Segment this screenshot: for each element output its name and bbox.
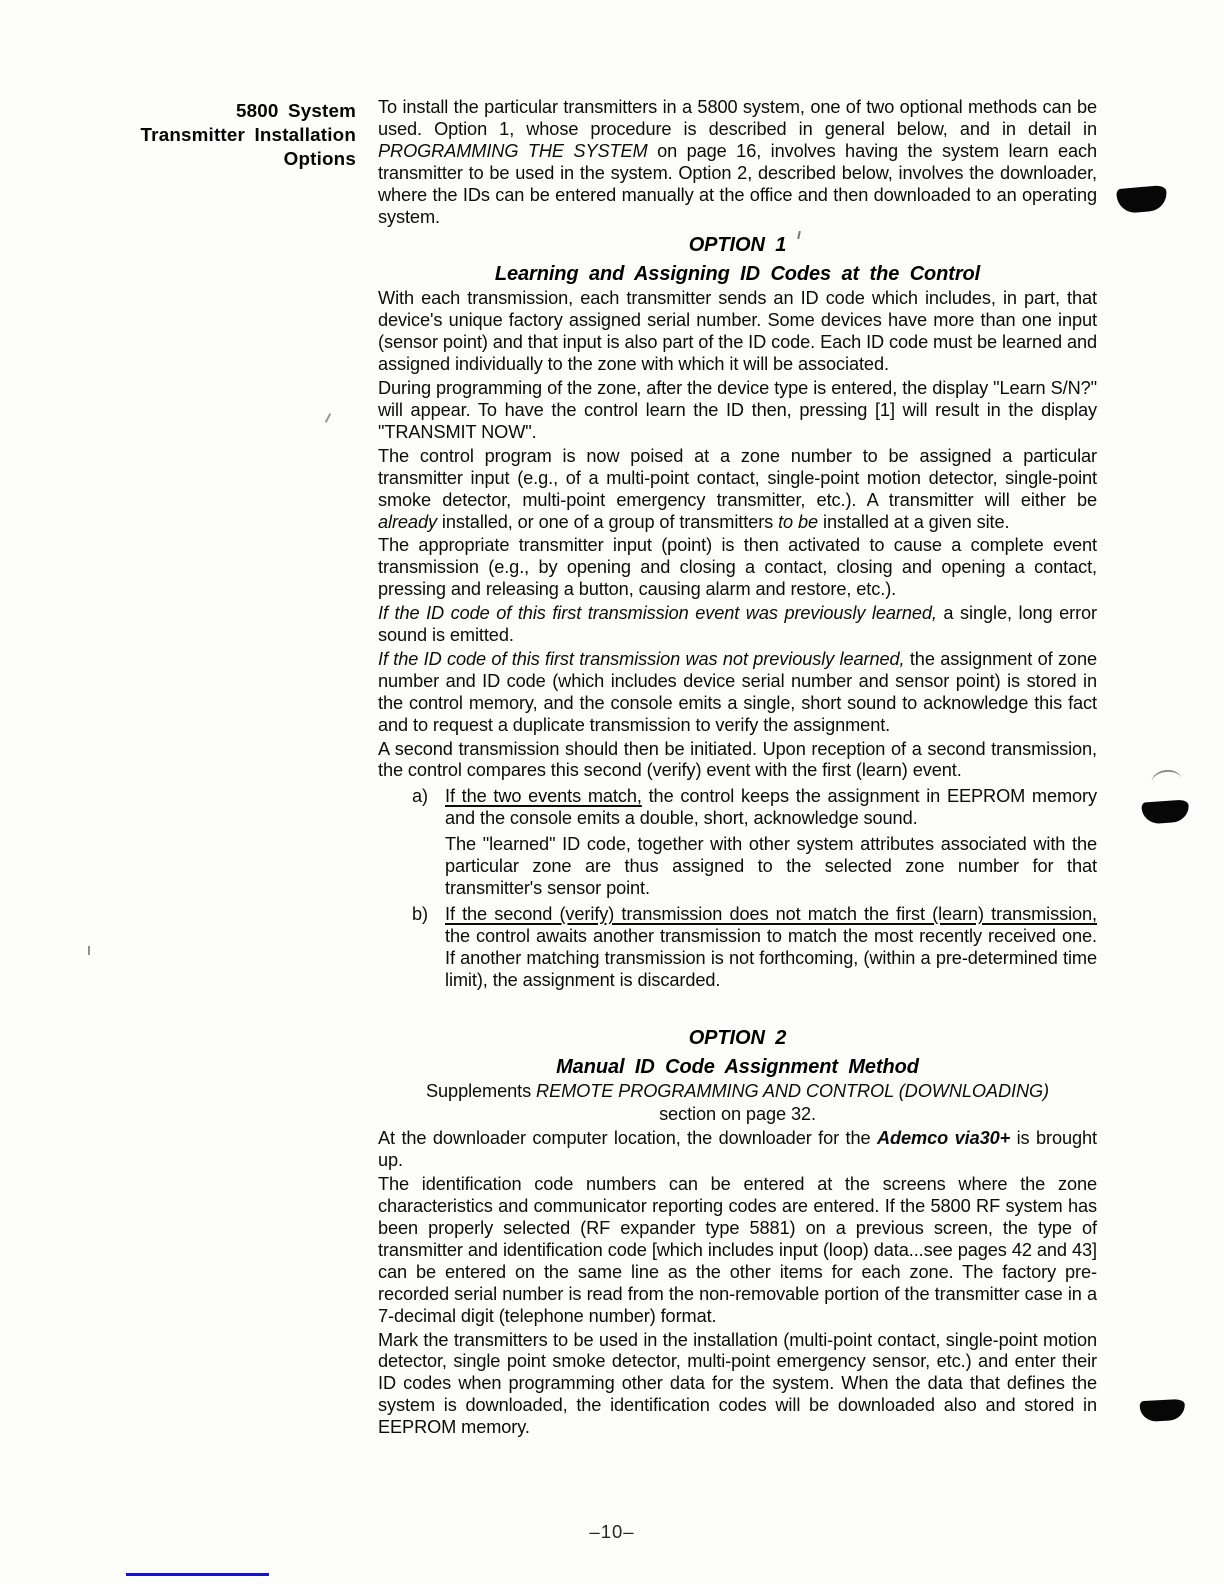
scan-artifact-page-curl-top: [1116, 185, 1168, 214]
option1-paragraph-7: A second transmission should then be initiated. Upon reception of a second transmission, the control compares this second (verify) event with the first (learn) event.: [378, 738, 1097, 781]
section-heading: [56, 99, 356, 170]
list-item-b: [378, 904, 1097, 992]
intro-paragraph: To install the particular transmitters in a 5800 system, one of two optional methods can be used. Option 1, whose procedure is described in general below, and in detail in PROGRAMMING THE SYSTEM on page 16, involves having the system learn each transmitter to be used in the system. Option 2, described below, involves the downloader, where the IDs can be entered manually at the office and then downloaded to an operating system.: [378, 97, 1097, 227]
scan-artifact-arc-middle: [1150, 768, 1181, 783]
option2-subtitle: Manual ID Code Assignment Method: [556, 1055, 919, 1078]
option1-paragraph-2: During programming of the zone, after the device type is entered, the display "Learn S/N?" will appear. To have the control learn the ID then, pressing [1] will result in the display "TRANSMIT NOW".: [378, 378, 1097, 442]
scan-artifact-page-curl-middle: [1141, 799, 1189, 824]
content-column: [378, 97, 1097, 1439]
scan-noise-dot: [88, 946, 90, 955]
option2-title: OPTION 2: [688, 1026, 787, 1049]
section-heading-line-1: 5800 System: [235, 100, 356, 121]
footer-blue-line: [126, 1573, 269, 1576]
page-number: –10–: [589, 1521, 635, 1542]
option2-paragraph-2: The identification code numbers can be entered at the screens where the zone characteristics and communicator reporting codes are entered. If the 5800 RF system has been properly selected (RF expander type 5881) on a previous screen, the type of transmitter and identification code [which includes input (loop) data...see pages 42 and 43] can be entered on the same line as the other items for each zone. The factory pre-recorded serial number is read from the non-removable portion of the transmitter case in a 7-decimal digit (telephone number) format.: [378, 1174, 1097, 1326]
option1-title: OPTION 1: [688, 234, 787, 257]
section-heading-line-3: Options: [283, 147, 356, 169]
option1-paragraph-5: If the ID code of this first transmission event was previously learned, a single, long error sound is emitted.: [378, 603, 1097, 646]
list-item-b-marker: b): [412, 903, 428, 924]
list-item-a-text: If the two events match, the control keeps the assignment in EEPROM memory and the console emits a double, short, acknowledge sound.: [445, 786, 1098, 829]
option2-supplement-line1: Supplements REMOTE PROGRAMMING AND CONTROL (DOWNLOADING): [426, 1080, 1049, 1101]
list-item-a: [378, 786, 1097, 830]
scan-artifact-page-curl-bottom: [1139, 1399, 1185, 1422]
option1-paragraph-1: With each transmission, each transmitter sends an ID code which includes, in part, that device's unique factory assigned serial number. Some devices have more than one input (sensor point) and that input is also part of the ID code. Each ID code must be learned and assigned individually to the zone with which it will be associated.: [378, 288, 1097, 375]
option1-subtitle: Learning and Assigning ID Codes at the Control: [494, 263, 981, 286]
list-item-a-continuation: The "learned" ID code, together with other system attributes associated with the particular zone are thus assigned to the selected zone number for that transmitter's sensor point.: [445, 834, 1097, 898]
option1-paragraph-6: If the ID code of this first transmission was not previously learned, the assignment of zone number and ID code (which includes device serial number and sensor point) is stored in the control memory, and the console emits a single, short sound to acknowledge this fact and to request a duplicate transmission to verify the assignment.: [378, 648, 1097, 735]
list-item-b-text: If the second (verify) transmission does not match the first (learn) transmission, the control awaits another transmission to match the most recently received one. If another matching transmission is not forthcoming, (within a pre-determined time limit), the assignment is discarded.: [445, 903, 1097, 990]
option2-supplement-line2: section on page 32.: [659, 1104, 816, 1125]
section-heading-line-2: Transmitter Installation: [140, 123, 356, 145]
list-item-a-marker: a): [412, 786, 428, 807]
option1-paragraph-3: The control program is now poised at a zone number to be assigned a particular transmitter input (e.g., of a multi-point contact, single-point motion detector, single-point smoke detector, multi-point emergency transmitter, etc.). A transmitter will either be already installed, or one of a group of transmitters to be installed at a given site.: [378, 445, 1097, 532]
scan-noise-slash: [325, 413, 331, 423]
option2-paragraph-1: At the downloader computer location, the downloader for the Ademco via30+ is brought up.: [378, 1128, 1097, 1171]
option2-paragraph-3: Mark the transmitters to be used in the installation (multi-point contact, single-point motion detector, single point smoke detector, multi-point emergency sensor, etc.) and enter their ID codes when programming other data for the system. When the data that defines the system is downloaded, the identification codes will be downloaded also and stored in EEPROM memory.: [378, 1329, 1097, 1438]
option1-paragraph-4: The appropriate transmitter input (point) is then activated to cause a complete event transmission (e.g., by opening and closing a contact, closing and opening a contact, pressing and releasing a button, causing alarm and restore, etc.).: [378, 535, 1097, 600]
